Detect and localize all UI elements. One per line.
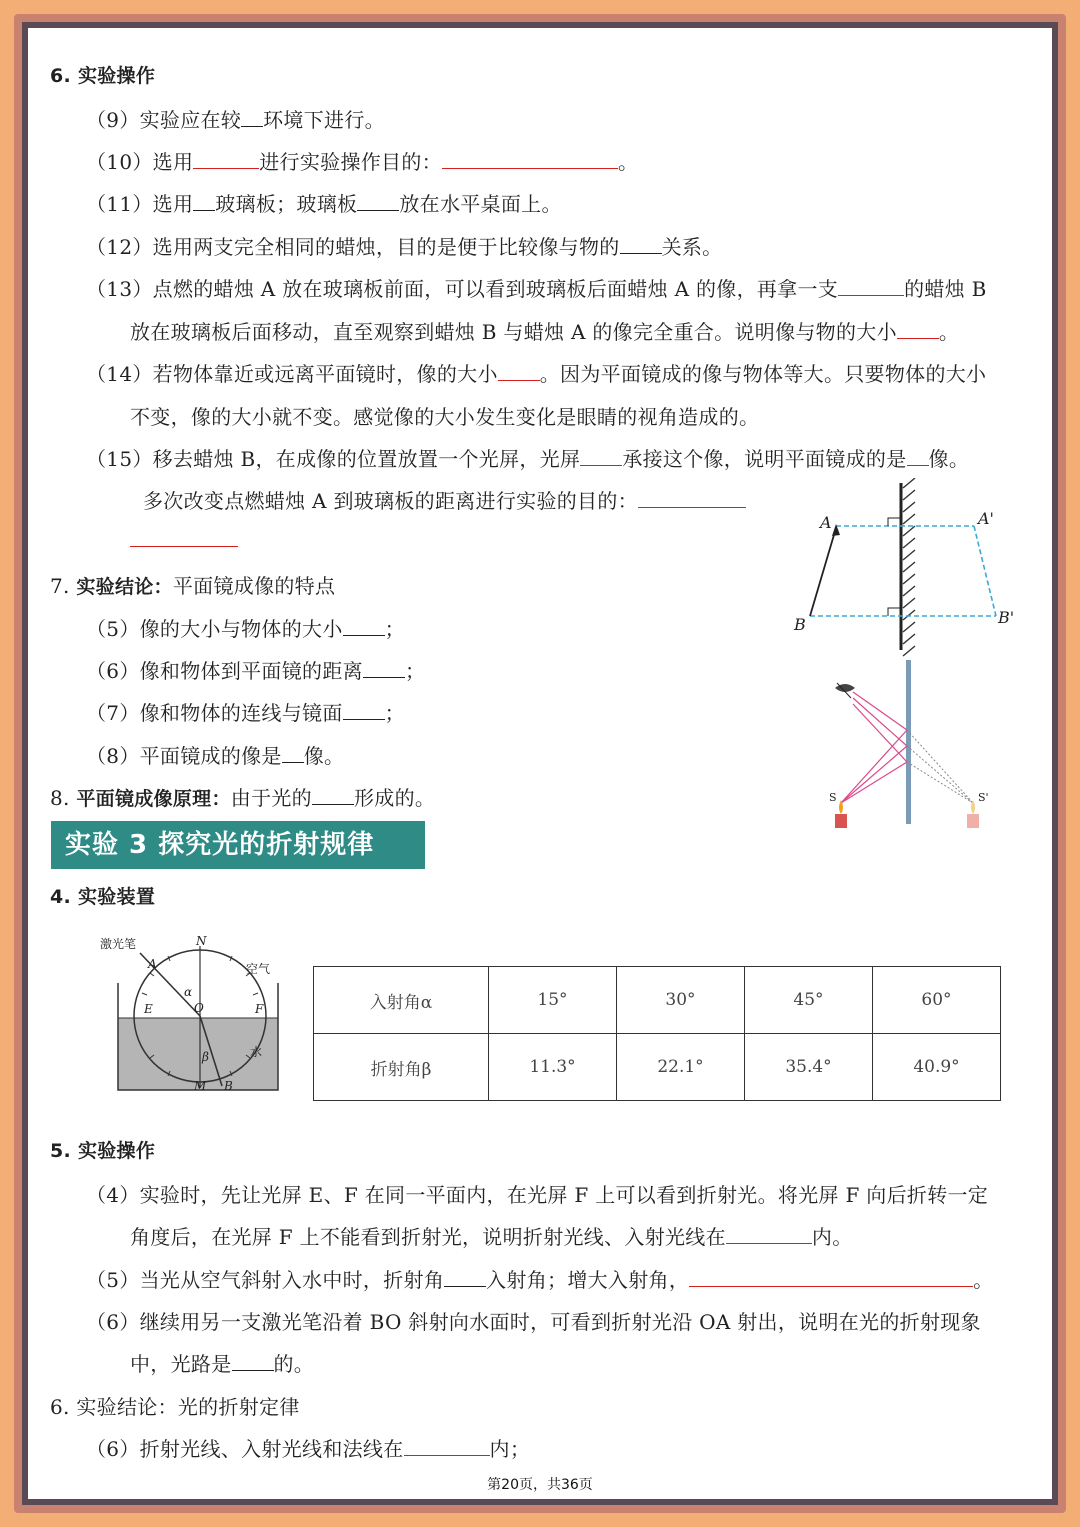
answer-blank[interactable] [689,1268,973,1287]
answer-blank[interactable] [404,1437,490,1456]
section-heading [50,1391,300,1420]
answer-blank[interactable] [444,1268,486,1287]
text: 的蜡烛 B [904,277,987,301]
table-cell: 22.1° [617,1034,745,1101]
item-11 [86,188,562,217]
item-4-cont [130,1221,853,1250]
table-cell: 35.4° [745,1034,873,1101]
answer-blank[interactable] [130,528,238,547]
page-number: 第20页，共36页 [487,1477,593,1493]
label-air: 空气 [246,962,271,976]
text: 角度后，在光屏 F 上不能看到折射光，说明折射光线、入射光线在 [130,1225,726,1249]
point-label: B' [998,608,1015,627]
point-label: B [224,1079,233,1093]
table-row [314,967,1001,1034]
label-laser: 激光笔 [100,937,137,951]
text: 放在玻璃板后面移动，直至观察到蜡烛 B 与蜡烛 A 的像完全重合。说明像与物的大小 [130,320,897,344]
label-water: 水 [250,1045,263,1059]
point-label: A [820,513,832,532]
answer-blank[interactable] [726,1225,812,1244]
angle-label: α [184,985,193,999]
answer-blank[interactable] [897,320,939,339]
refraction-apparatus-diagram [90,928,290,1100]
text: 8. [50,786,70,810]
item-13 [86,273,987,302]
answer-blank[interactable] [312,786,354,805]
angle-label: β [202,1050,209,1064]
item-9 [86,104,385,133]
text: 入射角；增大入射角， [486,1268,690,1292]
multi-purpose [143,485,746,514]
item-7 [86,697,405,726]
answer-blank[interactable] [193,192,215,211]
text: （6）像和物体到平面镜的距离 [86,659,363,683]
point-label: B [794,615,806,634]
section-heading [50,782,435,811]
point-label: A [148,957,157,971]
item-5 [86,1264,993,1293]
answer-blank[interactable] [580,447,622,466]
text: （5）当光从空气斜射入水中时，折射角 [86,1268,445,1292]
document-page [28,28,1052,1499]
item-4: （4）实验时，先让光屏 E、F 在同一平面内，在光屏 F 上可以看到折射光。将光屏 F 向后折转一定 [86,1183,989,1207]
answer-blank[interactable] [498,362,540,381]
multi-purpose-cont [130,528,238,552]
angle-table [313,966,1001,1101]
answer-blank[interactable] [343,701,385,720]
text: （13）点燃的蜡烛 A 放在玻璃板前面，可以看到玻璃板后面蜡烛 A 的像，再拿一支 [86,277,839,301]
text: 玻璃板；玻璃板 [215,192,358,216]
text: 承接这个像，说明平面镜成的是 [622,447,907,471]
table-row [314,1034,1001,1101]
answer-blank[interactable] [282,744,304,763]
point-label: A' [978,509,994,528]
virtual-image-diagram [823,658,1003,828]
text: 进行实验操作目的： [259,150,442,174]
section-heading [50,570,335,599]
point-label: N [196,934,207,948]
text: ； [384,617,405,641]
text: 。 [617,150,639,174]
section-heading: 4. 实验装置 [50,886,156,908]
table-cell: 15° [489,967,617,1034]
experiment-banner: 实验 3 探究光的折射规律 [51,821,425,869]
text: 环境下进行。 [263,108,385,132]
text: 多次改变点燃蜡烛 A 到玻璃板的距离进行实验的目的： [143,489,638,513]
text: ； [404,659,426,683]
table-cell: 40.9° [873,1034,1001,1101]
text: （14）若物体靠近或远离平面镜时，像的大小 [86,362,498,386]
table-cell: 11.3° [489,1034,617,1101]
table-cell: 入射角α [314,967,489,1034]
point-label: S' [978,791,989,804]
table-cell: 30° [617,967,745,1034]
item-15 [86,443,969,472]
answer-blank[interactable] [357,192,399,211]
item-14-cont: 不变，像的大小就不变。感觉像的大小发生变化是眼睛的视角造成的。 [130,405,760,429]
table-cell: 60° [873,967,1001,1034]
text: （6）折射光线、入射光线和法线在 [86,1437,404,1461]
answer-blank[interactable] [838,277,904,296]
answer-blank[interactable] [363,659,405,678]
text: 形成的。 [353,786,436,810]
answer-blank[interactable] [638,489,746,508]
text: 平面镜成像原理： [76,788,231,810]
answer-blank[interactable] [343,617,385,636]
text: 中，光路是 [130,1352,232,1376]
item-6-cont [130,1348,314,1377]
text: 实验结论： [76,576,173,598]
section-heading: 5. 实验操作 [50,1140,156,1162]
answer-blank[interactable] [193,150,259,169]
item-5 [86,613,405,642]
item-12 [86,231,722,260]
point-label: O [194,1001,204,1015]
text: （9）实验应在较 [86,108,242,132]
item-13-cont [130,316,959,345]
text: （7）像和物体的连线与镜面 [86,701,343,725]
text: 放在水平桌面上。 [399,192,562,216]
text: 实验结论：光的折射定律 [76,1395,300,1419]
text: 。 [973,1268,994,1292]
text: 像。 [303,744,345,768]
section-heading: 6. 实验操作 [50,65,156,87]
table-cell: 折射角β [314,1034,489,1101]
point-label: F [255,1002,264,1016]
answer-blank[interactable] [907,447,929,466]
answer-blank[interactable] [620,235,662,254]
point-label: E [144,1002,153,1016]
text: 内。 [811,1225,853,1249]
point-label: S [829,791,837,804]
item-6: （6）继续用另一支激光笔沿着 BO 斜射向水面时，可看到折射光沿 OA 射出，说明在光的折射现象 [86,1310,981,1334]
text: ； [384,701,405,725]
text: 平面镜成像的特点 [172,574,336,598]
text: 的。 [273,1352,315,1376]
answer-blank[interactable] [442,150,618,169]
text: 。 [938,320,960,344]
text: （5）像的大小与物体的大小 [86,617,343,641]
text: 像。 [928,447,970,471]
answer-blank[interactable] [232,1352,274,1371]
item-10 [86,146,638,175]
item-6-law [86,1433,530,1462]
answer-blank[interactable] [241,108,263,127]
mirror-imaging-diagram [788,478,1038,658]
text: 由于光的 [230,786,312,810]
text: 6. [50,1395,70,1419]
point-label: M [194,1079,207,1093]
text: （15）移去蜡烛 B，在成像的位置放置一个光屏，光屏 [86,447,581,471]
text: 关系。 [661,235,723,259]
text: （11）选用 [86,192,194,216]
text: 内； [489,1437,531,1461]
table-cell: 45° [745,967,873,1034]
text: （10）选用 [86,150,194,174]
text: （12）选用两支完全相同的蜡烛，目的是便于比较像与物的 [86,235,620,259]
text: 。因为平面镜成的像与物体等大。只要物体的大小 [539,362,987,386]
text: （8）平面镜成的像是 [86,744,282,768]
item-8 [86,740,344,769]
item-6 [86,655,425,684]
item-14 [86,358,986,387]
text: 7. [50,574,70,598]
